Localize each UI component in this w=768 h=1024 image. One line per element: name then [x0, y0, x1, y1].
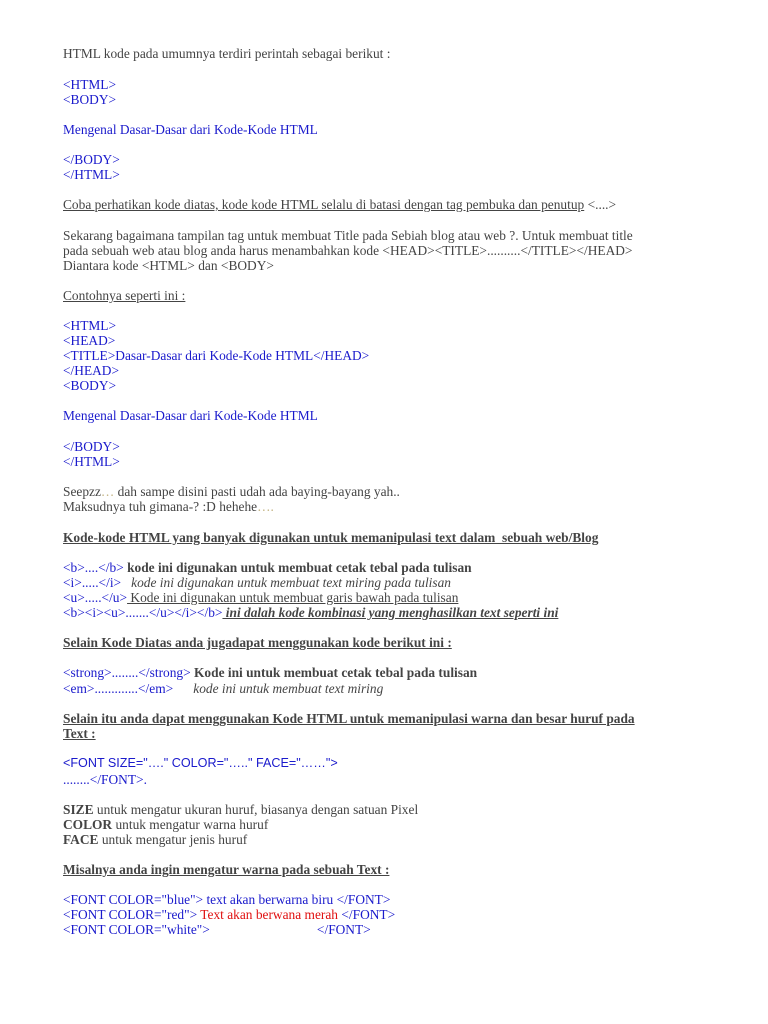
tag-desc: Kode ini digunakan untuk membuat garis bawah pada tulisan — [127, 590, 459, 605]
attr-desc: untuk mengatur jenis huruf — [98, 832, 248, 847]
chat-line-1 — [63, 484, 400, 499]
title-paragraph-line: pada sebuah web atau blog anda harus menambahkan kode <HEAD><TITLE>..........</TITLE></HEAD> — [63, 243, 633, 258]
title-paragraph-line: Diantara kode <HTML> dan <BODY> — [63, 258, 274, 273]
code-line: <BODY> — [63, 378, 117, 393]
tag-combo-row — [63, 605, 558, 620]
tag-italic-row — [63, 575, 451, 590]
font-close-tag: </FONT> — [316, 922, 371, 937]
tag-em-row — [63, 681, 383, 696]
tag-bold-row — [63, 560, 472, 575]
tag-desc: kode ini untuk membuat text miring — [173, 681, 384, 696]
color-example-blue — [63, 892, 390, 907]
code-line: <HEAD> — [63, 333, 116, 348]
color-example-white — [63, 922, 371, 937]
code-line: <TITLE>Dasar-Dasar dari Kode-Kode HTML</HEAD> — [63, 348, 370, 363]
tag-code: <strong>........</strong> — [63, 665, 191, 680]
section-heading-4: Misalnya anda ingin mengatur warna pada sebuah Text : — [63, 862, 390, 877]
section-heading-3: Text : — [63, 726, 96, 741]
color-example-red — [63, 907, 395, 922]
font-open-tag: <FONT COLOR="white"> — [63, 922, 210, 937]
code-line: </BODY> — [63, 152, 120, 167]
tag-note — [63, 197, 616, 212]
code-line: <BODY> — [63, 92, 117, 107]
code-line: </HEAD> — [63, 363, 120, 378]
font-close-tag: </FONT> — [336, 892, 391, 907]
attr-name: FACE — [63, 832, 99, 847]
attr-row — [63, 832, 247, 847]
chat-text: Maksudnya tuh gimana-? :D hehehe — [63, 499, 258, 514]
font-tag-code: <FONT SIZE="…." COLOR="….." FACE="……"> — [63, 756, 338, 770]
code-line: Mengenal Dasar-Dasar dari Kode-Kode HTML — [63, 122, 318, 137]
code-line: </HTML> — [63, 167, 120, 182]
title-paragraph-line: Sekarang bagaimana tampilan tag untuk membuat Title pada Sebiah blog atau web ?. Untuk membuat title — [63, 228, 633, 243]
chat-text: dah sampe disini pasti udah ada baying-bayang yah.. — [114, 484, 400, 499]
font-open-tag: <FONT COLOR="blue"> — [63, 892, 204, 907]
chat-text: Seepzz — [63, 484, 101, 499]
sample-text — [210, 922, 317, 937]
code-line: </HTML> — [63, 454, 120, 469]
code-line: </BODY> — [63, 439, 120, 454]
font-close-tag: </FONT> — [341, 907, 396, 922]
tag-code: <b>....</b> — [63, 560, 124, 575]
sample-text: text akan berwarna biru — [203, 892, 337, 907]
sample-text: Text akan berwana merah — [197, 907, 342, 922]
attr-desc: untuk mengatur ukuran huruf, biasanya dengan satuan Pixel — [93, 802, 419, 817]
font-open-tag: <FONT COLOR="red"> — [63, 907, 198, 922]
code-line: <HTML> — [63, 318, 117, 333]
section-heading-2: Selain Kode Diatas anda jugadapat menggunakan kode berikut ini : — [63, 635, 452, 650]
tag-desc: kode ini digunakan untuk membuat text miring pada tulisan — [121, 575, 451, 590]
code-line: Mengenal Dasar-Dasar dari Kode-Kode HTML — [63, 408, 318, 423]
ellipsis: …. — [257, 499, 274, 514]
attr-name: COLOR — [63, 817, 113, 832]
attr-row — [63, 802, 418, 817]
example-label: Contohnya seperti ini : — [63, 288, 186, 303]
tag-code: <u>.....</u> — [63, 590, 128, 605]
intro-text: HTML kode pada umumnya terdiri perintah sebagai berikut : — [63, 46, 391, 61]
tag-underline-row — [63, 590, 458, 605]
attr-row — [63, 817, 268, 832]
attr-name: SIZE — [63, 802, 94, 817]
tag-note-text: Coba perhatikan kode diatas, kode kode HTML selalu di batasi dengan tag pembuka dan penutup — [63, 197, 585, 212]
tag-code: <i>.....</i> — [63, 575, 122, 590]
tag-code: <b><i><u>.......</u></i></b> — [63, 605, 223, 620]
code-line: <HTML> — [63, 77, 117, 92]
section-heading-3: Selain itu anda dapat menggunakan Kode HTML untuk memanipulasi warna dan besar huruf pada — [63, 711, 635, 726]
chat-line-2 — [63, 499, 274, 514]
ellipsis: … — [100, 484, 115, 499]
section-heading-1: Kode-kode HTML yang banyak digunakan untuk memanipulasi text dalam sebuah web/Blog — [63, 530, 599, 545]
tag-note-code: <....> — [584, 197, 617, 212]
tag-strong-row — [63, 665, 477, 680]
tag-desc: ini dalah kode kombinasi yang menghasilkan text seperti ini — [222, 605, 559, 620]
tag-desc: Kode ini untuk membuat cetak tebal pada tulisan — [190, 665, 478, 680]
tag-desc: kode ini digunakan untuk membuat cetak tebal pada tulisan — [123, 560, 472, 575]
tag-code: <em>.............</em> — [63, 681, 174, 696]
attr-desc: untuk mengatur warna huruf — [112, 817, 269, 832]
font-tag-code: ........</FONT>. — [63, 772, 147, 787]
